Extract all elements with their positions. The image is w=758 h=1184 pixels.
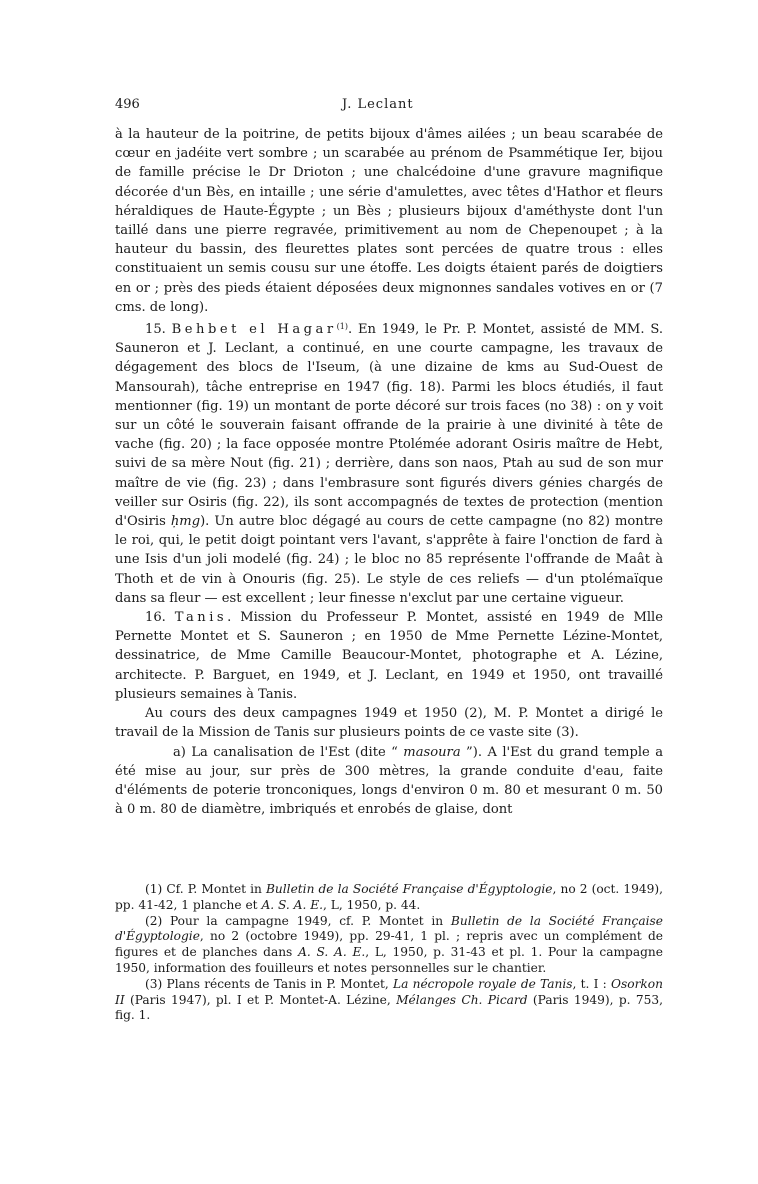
footnote-text: (2) Pour la campagne 1949, cf. P. Montet in <box>145 913 451 928</box>
footnote-text: (3) Plans récents de Tanis in P. Montet, <box>145 976 394 991</box>
footnote-italic: La nécropole royale de Tanis <box>393 976 573 991</box>
footnote-text: (Paris 1949), p. 753, fig. 1. <box>115 992 664 1023</box>
footnote-italic: A. S. A. E. <box>261 897 323 912</box>
section-title: Behbet el Hagar <box>171 322 337 338</box>
footnote-italic: Bulletin de la Société Française d'Égyptologie <box>265 882 553 896</box>
footnote-3 <box>115 977 663 1024</box>
footnote-italic: A. S. A. E. <box>298 945 366 960</box>
footnote-italic: Osorkon II <box>115 976 663 1007</box>
footnote-text: , L, 1950, p. 44. <box>322 897 421 912</box>
footnote-italic: Bulletin de la Société Française d'Égyptologie <box>115 913 663 944</box>
page-header <box>115 97 663 117</box>
footnote-2 <box>115 914 663 977</box>
footnote-italic: Mélanges Ch. Picard <box>396 992 528 1007</box>
paragraph-canalisation <box>115 743 663 820</box>
section-number: 15. <box>145 322 166 338</box>
footnotes <box>115 882 663 1024</box>
paragraph-campaigns: Au cours des deux campagnes 1949 et 1950 (2), M. P. Montet a dirigé le travail de la Mission de Tanis sur plusieurs points de ce vaste site (3). <box>115 706 663 741</box>
main-text <box>115 125 663 819</box>
footnote-1 <box>115 882 663 914</box>
paragraph-text: a) La canalisation de l'Est (dite “ <box>173 744 404 760</box>
italic-term: ḥmg <box>170 514 201 530</box>
running-head: J. Leclant <box>342 97 414 112</box>
footnote-text: (Paris 1947), pl. I et P. Montet-A. Lézine, <box>124 992 397 1007</box>
paragraph-text: ”). A l'Est du grand temple a été mise au jour, sur près de 300 mètres, la grande conduite d'eau, faite d'éléments de poterie tronconiques, longs d'environ 0 m. 80 et mesurant 0 m. 50 à 0 m. 80 de diamètre, imbriqués et enrobés de glaise, dont <box>115 744 663 818</box>
paragraph-15-behbet <box>115 317 663 608</box>
footnote-text: , no 2 (oct. 1949), pp. 41-42, 1 planche et <box>115 882 663 912</box>
footnote-text: , no 2 (octobre 1949), pp. 29-41, 1 pl. ; repris avec un complément de figures et de planches dans <box>115 929 663 960</box>
footnote-text: , t. I : <box>572 976 612 991</box>
footnote-text: (1) Cf. P. Montet in <box>145 882 266 896</box>
italic-term: masoura <box>403 744 461 760</box>
paragraph-1: à la hauteur de la poitrine, de petits bijoux d'âmes ailées ; un beau scarabée de cœur en jadéite vert sombre ; un scarabée au prénom de Psammétique Ier, bijou de famille précise le Dr Drioton ; une chalcédoine d'une gravure magnifique décorée d'un Bès, en intaille ; une série d'amulettes, avec têtes d'Hathor et fleurs héraldiques de Haute-Égypte ; un Bès ; plusieurs bijoux d'améthyste dont l'un taillé dans une pierre regravée, primitivement au nom de Chepenoupet ; à la hauteur du bassin, des fleurettes plates sont percées de quatre trous : elles constituaient un semis cousu sur une étoffe. Les doigts étaient parés de doigtiers en or ; près des pieds étaient déposées deux mignonnes sandales votives en or (7 cms. de long). <box>115 127 663 315</box>
section-title: Tanis <box>174 610 228 626</box>
page-number: 496 <box>115 97 140 112</box>
paragraph-text: . En 1949, le Pr. P. Montet, assisté de MM. S. Sauneron et J. Leclant, a continué, en une courte campagne, les travaux de dégagement des blocs de l'Iseum, (à une dizaine de kms au Sud-Ouest de Mansourah), tâche entreprise en 1947 (fig. 18). Parmi les blocs étudiés, il faut mentionner (fig. 19) un montant de porte décoré sur trois faces (no 38) : on y voit sur un côté le souverain faisant offrande de la prairie à une divinité à tête de vache (fig. 20) ; la face opposée montre Ptolémée adorant Osiris maître de Hebt, suivi de sa mère Nout (fig. 21) ; derrière, dans son naos, Ptah au sud de son mur maître de vie (fig. 23) ; dans l'embrasure sont figurés divers génies chargés de veiller sur Osiris (fig. 22), ils sont accompagnés de textes de protection (mention d'Osiris <box>115 322 663 530</box>
paragraph-text: ). Un autre bloc dégagé au cours de cette campagne (no 82) montre le roi, qui, le petit doigt pointant vers l'avant, s'apprête à faire l'onction de fard à une Isis d'un joli modelé (fig. 24) ; le bloc no 85 représente l'offrande de Maât à Thoth et de vin à Onouris (fig. 25). Le style de ces reliefs — d'un ptolémaïque dans sa fleur — est excellent ; leur finesse n'exclut par une certaine vigueur. <box>115 514 663 606</box>
paragraph-text: . Mission du Professeur P. Montet, assisté en 1949 de Mlle Pernette Montet et S. Sauneron ; en 1950 de Mme Pernette Lézine-Montet, dessinatrice, de Mme Camille Beaucour-Montet, photographe et A. Lézine, architecte. P. Barguet, en 1949, et J. Leclant, en 1949 et 1950, ont travaillé plusieurs semaines à Tanis. <box>115 610 663 702</box>
footnote-ref: (1) <box>336 322 348 332</box>
paragraph-16-tanis <box>115 608 663 704</box>
footnote-text: , L, 1950, p. 31-43 et pl. 1. Pour la campagne 1950, information des fouilleurs et notes personnelles sur le chantier. <box>115 945 663 975</box>
section-number: 16. <box>145 610 166 626</box>
